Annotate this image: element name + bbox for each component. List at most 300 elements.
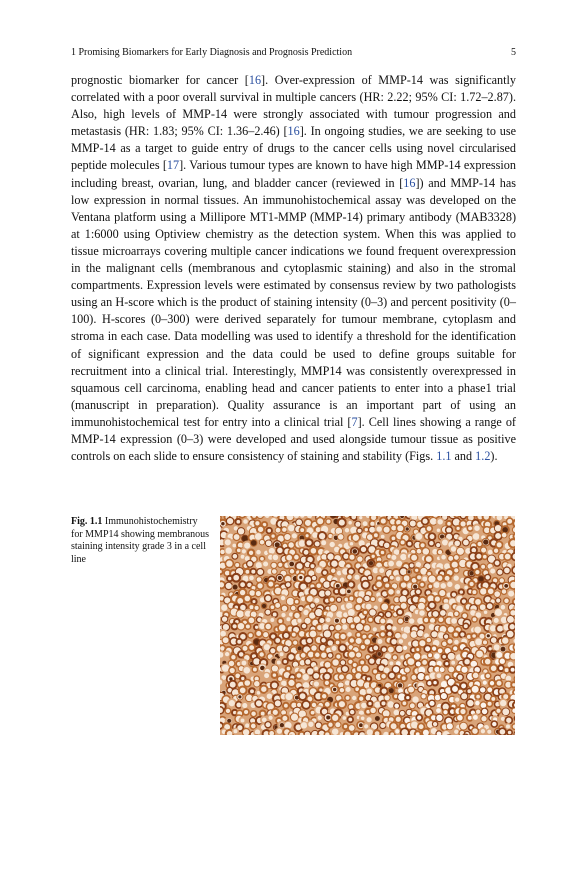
stained-cell (302, 701, 310, 709)
stained-cell (272, 672, 278, 678)
stained-cell (442, 654, 447, 659)
stained-cell (245, 624, 251, 630)
stained-cell (507, 590, 514, 597)
stained-cell (512, 708, 515, 713)
stained-cell (331, 728, 339, 735)
stained-cell (380, 618, 386, 624)
stained-cell (286, 516, 294, 521)
stained-cell (395, 576, 402, 583)
stained-cell (242, 645, 248, 651)
stained-cell (314, 541, 320, 547)
stained-cell (239, 687, 247, 695)
stained-cell (255, 533, 263, 541)
stained-cell (414, 568, 419, 573)
stained-cell (371, 554, 376, 559)
stained-cell (243, 709, 249, 715)
dense-stain-spot (335, 619, 339, 623)
stained-cell (372, 627, 378, 633)
stained-cell (373, 532, 379, 538)
stained-cell (496, 598, 501, 603)
stained-cell (356, 623, 364, 631)
stained-cell (254, 605, 259, 610)
figure-caption-text: Immunohistochemistry for MMP14 showing membranous staining intensity grade 3 in a cell line (71, 516, 210, 565)
stained-cell (421, 694, 426, 699)
stained-cell (472, 728, 479, 735)
stained-cell (265, 623, 272, 630)
stained-cell (316, 518, 324, 526)
stained-cell (280, 595, 286, 601)
dense-stain-spot (278, 576, 282, 580)
stained-cell (278, 624, 286, 632)
stained-cell (510, 667, 515, 673)
stained-cell (257, 582, 264, 589)
stained-cell (487, 729, 492, 734)
dense-stain-spot (326, 716, 330, 720)
stained-cell (472, 589, 477, 594)
stained-cell (230, 654, 236, 660)
stained-cell (355, 604, 362, 611)
dense-stain-spot (242, 536, 248, 542)
citation-link[interactable]: 16 (403, 175, 416, 190)
stained-cell (320, 652, 327, 659)
stained-cell (340, 633, 347, 640)
stained-cell (243, 666, 251, 674)
stained-cell (453, 631, 459, 637)
stained-cell (480, 687, 486, 693)
stained-cell (509, 623, 515, 630)
stained-cell (512, 567, 515, 574)
stained-cell (356, 597, 363, 604)
stained-cell (436, 575, 443, 582)
stained-cell (487, 687, 493, 693)
stained-cell (363, 610, 368, 615)
stained-cell (240, 718, 246, 724)
stained-cell (381, 673, 387, 679)
dense-stain-spot (238, 695, 241, 698)
stained-cell (493, 548, 499, 554)
stained-cell (366, 716, 373, 723)
stained-cell (415, 533, 423, 541)
stained-cell (456, 714, 463, 721)
stained-cell (331, 645, 338, 652)
stained-cell (330, 560, 338, 568)
stained-cell (285, 693, 293, 701)
stained-cell (313, 672, 320, 679)
stained-cell (345, 687, 351, 693)
stained-cell (440, 610, 447, 617)
stained-cell (402, 701, 407, 706)
dense-stain-spot (375, 716, 380, 721)
stained-cell (271, 665, 278, 672)
stained-cell (380, 625, 386, 631)
chapter-title: 1 Promising Biomarkers for Early Diagnosis and Prognosis Prediction (71, 47, 353, 58)
stained-cell (512, 527, 515, 533)
stained-cell (310, 603, 316, 609)
stained-cell (426, 516, 431, 517)
stained-cell (275, 602, 281, 608)
stained-cell (472, 533, 480, 541)
stained-cell (415, 731, 421, 735)
stained-cell (342, 715, 347, 720)
stained-cell (296, 519, 303, 526)
stained-cell (283, 632, 290, 639)
stained-cell (493, 617, 500, 624)
stained-cell (454, 516, 460, 517)
stained-cell (440, 554, 447, 561)
stained-cell (505, 724, 511, 730)
paragraph-text: and (451, 449, 476, 464)
citation-link[interactable]: 16 (248, 73, 262, 87)
body-paragraph (71, 72, 516, 465)
stained-cell (344, 731, 352, 735)
stained-cell (456, 547, 464, 555)
stained-cell (392, 655, 398, 661)
stained-cell (388, 660, 394, 666)
stained-cell (254, 729, 261, 735)
stained-cell (489, 680, 495, 686)
stained-cell (438, 617, 444, 623)
stained-cell (340, 660, 346, 666)
dense-stain-spot (502, 527, 508, 533)
citation-link[interactable]: 17 (166, 158, 180, 173)
stained-cell (268, 715, 274, 721)
paragraph-text: ]. Various tumour types are known to have high MMP-14 expression including breast, ovarian, lung, and bladder cancer (reviewed in [ (71, 158, 516, 190)
stained-cell (494, 560, 500, 566)
dense-stain-spot (413, 585, 417, 589)
stained-cell (361, 665, 369, 673)
stained-cell (316, 583, 322, 589)
stained-cell (395, 729, 400, 734)
stained-cell (288, 731, 295, 735)
stained-cell (294, 599, 299, 604)
stained-cell (440, 693, 447, 700)
stained-cell (491, 721, 497, 727)
stained-cell (395, 589, 401, 595)
stained-cell (453, 729, 459, 735)
stained-cell (263, 632, 269, 638)
stained-cell (510, 581, 516, 589)
stained-cell (466, 699, 474, 707)
stained-cell (482, 554, 487, 559)
stained-cell (362, 581, 370, 589)
stained-cell (395, 716, 402, 723)
stained-cell (461, 693, 468, 700)
stained-cell (358, 516, 363, 520)
stained-cell (367, 575, 372, 580)
stained-cell (419, 582, 424, 587)
stained-cell (481, 716, 487, 722)
stained-cell (487, 588, 494, 595)
stained-cell (239, 516, 246, 518)
stained-cell (331, 714, 339, 722)
stained-cell (293, 640, 298, 645)
stained-cell (287, 653, 295, 661)
stained-cell (244, 723, 250, 729)
stained-cell (437, 518, 444, 525)
stained-cell (389, 575, 394, 580)
stained-cell (504, 553, 511, 560)
stained-cell (453, 575, 460, 582)
citation-link[interactable]: 7 (351, 414, 358, 429)
stained-cell (236, 610, 244, 618)
dense-stain-spot (353, 549, 358, 554)
stained-cell (450, 660, 456, 666)
stained-cell (446, 521, 452, 527)
stained-cell (274, 700, 281, 707)
stained-cell (235, 562, 240, 567)
stained-cell (263, 672, 269, 678)
dense-stain-spot (479, 577, 484, 582)
stained-cell (325, 590, 331, 596)
stained-cell (507, 616, 515, 624)
stained-cell (305, 533, 310, 538)
stained-cell (415, 589, 421, 595)
stained-cell (467, 526, 473, 532)
stained-cell (432, 680, 438, 686)
dense-stain-spot (483, 539, 488, 544)
stained-cell (279, 652, 284, 657)
stained-cell (380, 518, 387, 525)
dense-stain-spot (501, 647, 506, 652)
stained-cell (446, 723, 453, 730)
dense-stain-spot (221, 522, 224, 525)
stained-cell (502, 637, 510, 645)
stained-cell (400, 540, 406, 546)
stained-cell (221, 604, 228, 611)
stained-cell (408, 686, 415, 693)
stained-cell (481, 564, 486, 569)
stained-cell (380, 550, 386, 556)
stained-cell (325, 617, 331, 623)
stained-cell (256, 577, 262, 583)
stained-cell (473, 525, 480, 532)
stained-cell (385, 611, 391, 617)
stained-cell (338, 519, 346, 527)
stained-cell (242, 729, 250, 736)
stained-cell (270, 617, 276, 623)
stained-cell (501, 532, 507, 538)
stained-cell (247, 561, 254, 568)
stained-cell (454, 555, 460, 561)
stained-cell (278, 562, 283, 567)
stained-cell (341, 665, 348, 672)
stained-cell (347, 574, 353, 580)
dense-stain-spot (333, 688, 336, 691)
stained-cell (475, 638, 483, 646)
stained-cell (324, 732, 330, 735)
stained-cell (265, 722, 271, 728)
stained-cell (456, 526, 461, 531)
stained-cell (225, 560, 233, 568)
stained-cell (381, 688, 388, 695)
figure-1-1 (71, 516, 516, 736)
stained-cell (226, 517, 233, 524)
stained-cell (276, 547, 283, 554)
stained-cell (457, 674, 463, 680)
stained-cell (404, 667, 410, 673)
dense-stain-spot (406, 527, 409, 530)
stained-cell (353, 616, 361, 624)
citation-link[interactable]: 1.2 (475, 449, 491, 464)
stained-cell (327, 653, 333, 659)
stained-cell (397, 618, 403, 624)
stained-cell (480, 728, 486, 734)
dense-stain-spot (233, 585, 238, 590)
stained-cell (419, 610, 426, 617)
stained-cell (336, 597, 341, 602)
stained-cell (363, 625, 370, 632)
stained-cell (357, 528, 362, 533)
stained-cell (299, 527, 305, 533)
stained-cell (510, 652, 515, 660)
stained-cell (475, 694, 481, 700)
stained-cell (259, 540, 264, 545)
stained-cell (393, 709, 400, 716)
stained-cell (499, 728, 506, 735)
stained-cell (349, 596, 355, 602)
stained-cell (463, 539, 470, 546)
stained-cell (303, 549, 309, 555)
stained-cell (241, 549, 247, 555)
paragraph-text: prognostic biomarker for cancer [ (71, 73, 249, 87)
micrograph-svg (220, 516, 515, 735)
stained-cell (513, 644, 515, 651)
stained-cell (428, 540, 434, 546)
dense-stain-spot (347, 590, 351, 594)
stained-cell (505, 717, 512, 724)
stained-cell (330, 568, 336, 574)
stained-cell (479, 588, 487, 596)
stained-cell (490, 665, 497, 672)
stained-cell (233, 728, 239, 734)
stained-cell (444, 661, 449, 666)
dense-stain-spot (289, 562, 294, 567)
stained-cell (300, 722, 307, 729)
stained-cell (486, 603, 493, 610)
stained-cell (351, 695, 357, 701)
dense-stain-spot (280, 723, 284, 727)
stained-cell (264, 516, 270, 519)
stained-cell (244, 569, 250, 575)
stained-cell (397, 609, 403, 615)
stained-cell (220, 569, 223, 574)
stained-cell (244, 679, 251, 686)
stained-cell (225, 582, 232, 589)
dense-stain-spot (389, 688, 394, 693)
stained-cell (360, 644, 366, 650)
stained-cell (342, 624, 348, 630)
stained-cell (425, 555, 433, 563)
micrograph-image (220, 516, 515, 735)
stained-cell (222, 637, 229, 644)
stained-cell (242, 518, 248, 524)
stained-cell (220, 707, 224, 714)
stained-cell (349, 709, 355, 715)
stained-cell (485, 673, 491, 679)
stained-cell (250, 569, 256, 575)
stained-cell (422, 518, 429, 525)
dense-stain-spot (487, 634, 490, 637)
stained-cell (368, 617, 374, 623)
stained-cell (429, 700, 435, 706)
dense-stain-spot (336, 584, 340, 588)
stained-cell (381, 701, 387, 707)
stained-cell (291, 632, 296, 637)
stained-cell (311, 575, 316, 580)
stained-cell (513, 702, 515, 708)
stained-cell (220, 581, 225, 588)
stained-cell (416, 548, 422, 554)
stained-cell (471, 633, 477, 639)
stained-cell (296, 672, 303, 679)
stained-cell (436, 708, 442, 714)
stained-cell (360, 546, 367, 553)
stained-cell (286, 597, 294, 605)
citation-link[interactable]: 16 (287, 124, 300, 139)
stained-cell (349, 554, 356, 561)
stained-cell (329, 597, 335, 603)
stained-cell (474, 569, 480, 575)
stained-cell (251, 516, 257, 519)
stained-cell (507, 518, 513, 524)
stained-cell (471, 685, 479, 693)
stained-cell (380, 534, 385, 539)
stained-cell (224, 651, 230, 657)
stained-cell (299, 692, 307, 700)
dense-stain-spot (407, 570, 410, 573)
citation-link[interactable]: 1.1 (436, 449, 452, 464)
stained-cell (409, 520, 416, 527)
stained-cell (285, 582, 291, 588)
stained-cell (454, 611, 460, 617)
stained-cell (472, 714, 479, 721)
stained-cell (236, 519, 242, 525)
stained-cell (409, 563, 414, 568)
stained-cell (461, 666, 468, 673)
stained-cell (399, 710, 405, 716)
stained-cell (254, 681, 260, 687)
stained-cell (432, 721, 437, 726)
stained-cell (286, 617, 292, 623)
stained-cell (344, 516, 350, 518)
stained-cell (276, 728, 283, 735)
stained-cell (256, 549, 262, 555)
stained-cell (237, 622, 245, 630)
stained-cell (446, 581, 453, 588)
stained-cell (434, 653, 441, 660)
stained-cell (241, 702, 248, 709)
stained-cell (513, 638, 515, 643)
stained-cell (454, 697, 460, 703)
stained-cell (504, 567, 511, 574)
stained-cell (496, 680, 502, 686)
stained-cell (469, 581, 475, 587)
stained-cell (304, 731, 310, 735)
stained-cell (348, 651, 356, 659)
dense-stain-spot (504, 584, 508, 588)
stained-cell (326, 519, 331, 524)
stained-cell (252, 667, 257, 672)
stained-cell (366, 676, 371, 681)
stained-cell (381, 603, 389, 611)
stained-cell (335, 624, 342, 631)
stained-cell (338, 700, 346, 708)
stained-cell (313, 681, 320, 688)
stained-cell (291, 605, 297, 611)
stained-cell (276, 660, 282, 666)
stained-cell (485, 574, 491, 580)
stained-cell (321, 540, 327, 546)
